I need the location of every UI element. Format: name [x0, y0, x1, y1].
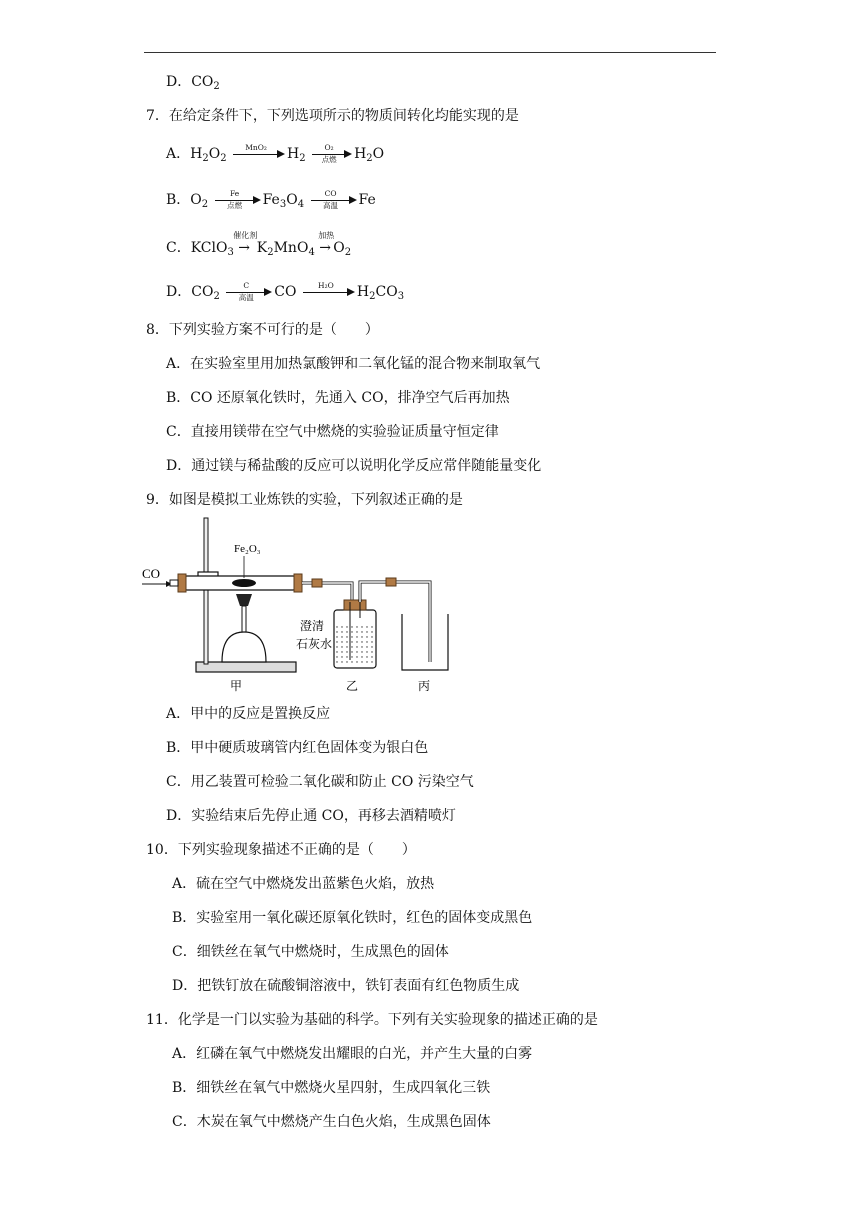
reaction-arrow: 加热 → [318, 231, 335, 256]
reaction-arrow: MnO₂ [233, 144, 285, 164]
q10-option-a: A．硫在空气中燃烧发出蓝紫色火焰，放热 [172, 876, 435, 892]
co-label: CO [142, 566, 161, 581]
q11-option-c: C．木炭在氧气中燃烧产生白色火焰，生成黑色固体 [172, 1114, 491, 1130]
q7-option-c: C．KClO$_3$ 催化剂 → $K_2MnO_4$ 加热 → $O_2$ [166, 231, 352, 258]
q8-option-d: D．通过镁与稀盐酸的反应可以说明化学反应常伴随能量变化 [166, 458, 542, 474]
reaction-arrow: H₂O [303, 282, 355, 302]
alcohol-burner [222, 632, 266, 662]
q9-option-a: A．甲中的反应是置换反应 [166, 706, 331, 722]
fe2o3-label: Fe₂O₃ [234, 543, 261, 555]
q11-option-a: A．红磷在氧气中燃烧发出耀眼的白光，并产生大量的白雾 [172, 1046, 533, 1062]
q7-option-a: A．$H_2O_2$ MnO₂ $H_2$ O₂ 点燃 $H_2O$ [166, 143, 385, 164]
q7-option-d: D．$CO_2$ C 高温 CO H₂O $H_2CO_3$ [166, 281, 405, 302]
q9-option-c: C．用乙装置可检验二氧化碳和防止 CO 污染空气 [166, 774, 474, 790]
q10-stem: 10．下列实验现象描述不正确的是（ ） [146, 842, 416, 858]
limewater-label-2: 石灰水 [296, 637, 333, 651]
q9-option-d: D．实验结束后先停止通 CO，再移去酒精喷灯 [166, 808, 456, 824]
label-yi: 乙 [346, 679, 359, 693]
q10-option-d: D．把铁钉放在硫酸铜溶液中，铁钉表面有红色物质生成 [172, 978, 520, 994]
q9-option-b: B．甲中硬质玻璃管内红色固体变为银白色 [166, 740, 429, 756]
beaker [402, 614, 448, 670]
limewater-label-1: 澄清 [300, 619, 325, 633]
stand-base [196, 662, 296, 672]
iron-smelting-apparatus-figure [140, 510, 610, 700]
q8-option-c: C．直接用镁带在空气中燃烧的实验验证质量守恒定律 [166, 424, 499, 440]
reaction-arrow: C 高温 [226, 282, 272, 302]
q7-stem: 7．在给定条件下，下列选项所示的物质间转化均能实现的是 [146, 108, 519, 124]
q8-option-a: A．在实验室里用加热氯酸钾和二氧化锰的混合物来制取氧气 [166, 356, 541, 372]
reaction-arrow: O₂ 点燃 [312, 144, 352, 164]
q7-option-b: B．$O_2$ Fe 点燃 $Fe_3O_4$ CO 高温 Fe [166, 189, 376, 210]
reaction-arrow: CO 高温 [311, 190, 357, 210]
reaction-arrow: 催化剂 → [233, 231, 258, 256]
q6-option-d: D．$CO_2$ [166, 74, 220, 92]
q9-stem: 9．如图是模拟工业炼铁的实验，下列叙述正确的是 [146, 492, 463, 508]
q11-option-b: B．细铁丝在氧气中燃烧火星四射，生成四氧化三铁 [172, 1080, 491, 1096]
header-rule [144, 52, 716, 53]
q10-option-c: C．细铁丝在氧气中燃烧时，生成黑色的固体 [172, 944, 449, 960]
reaction-arrow: Fe 点燃 [215, 190, 261, 210]
label-bing: 丙 [418, 679, 431, 693]
q11-stem: 11．化学是一门以实验为基础的科学。下列有关实验现象的描述正确的是 [146, 1012, 598, 1028]
label-jia: 甲 [230, 679, 243, 693]
q8-option-b: B．CO 还原氧化铁时，先通入 CO，排净空气后再加热 [166, 390, 510, 406]
q10-option-b: B．实验室用一氧化碳还原氧化铁时，红色的固体变成黑色 [172, 910, 533, 926]
q8-stem: 8．下列实验方案不可行的是（ ） [146, 322, 379, 338]
